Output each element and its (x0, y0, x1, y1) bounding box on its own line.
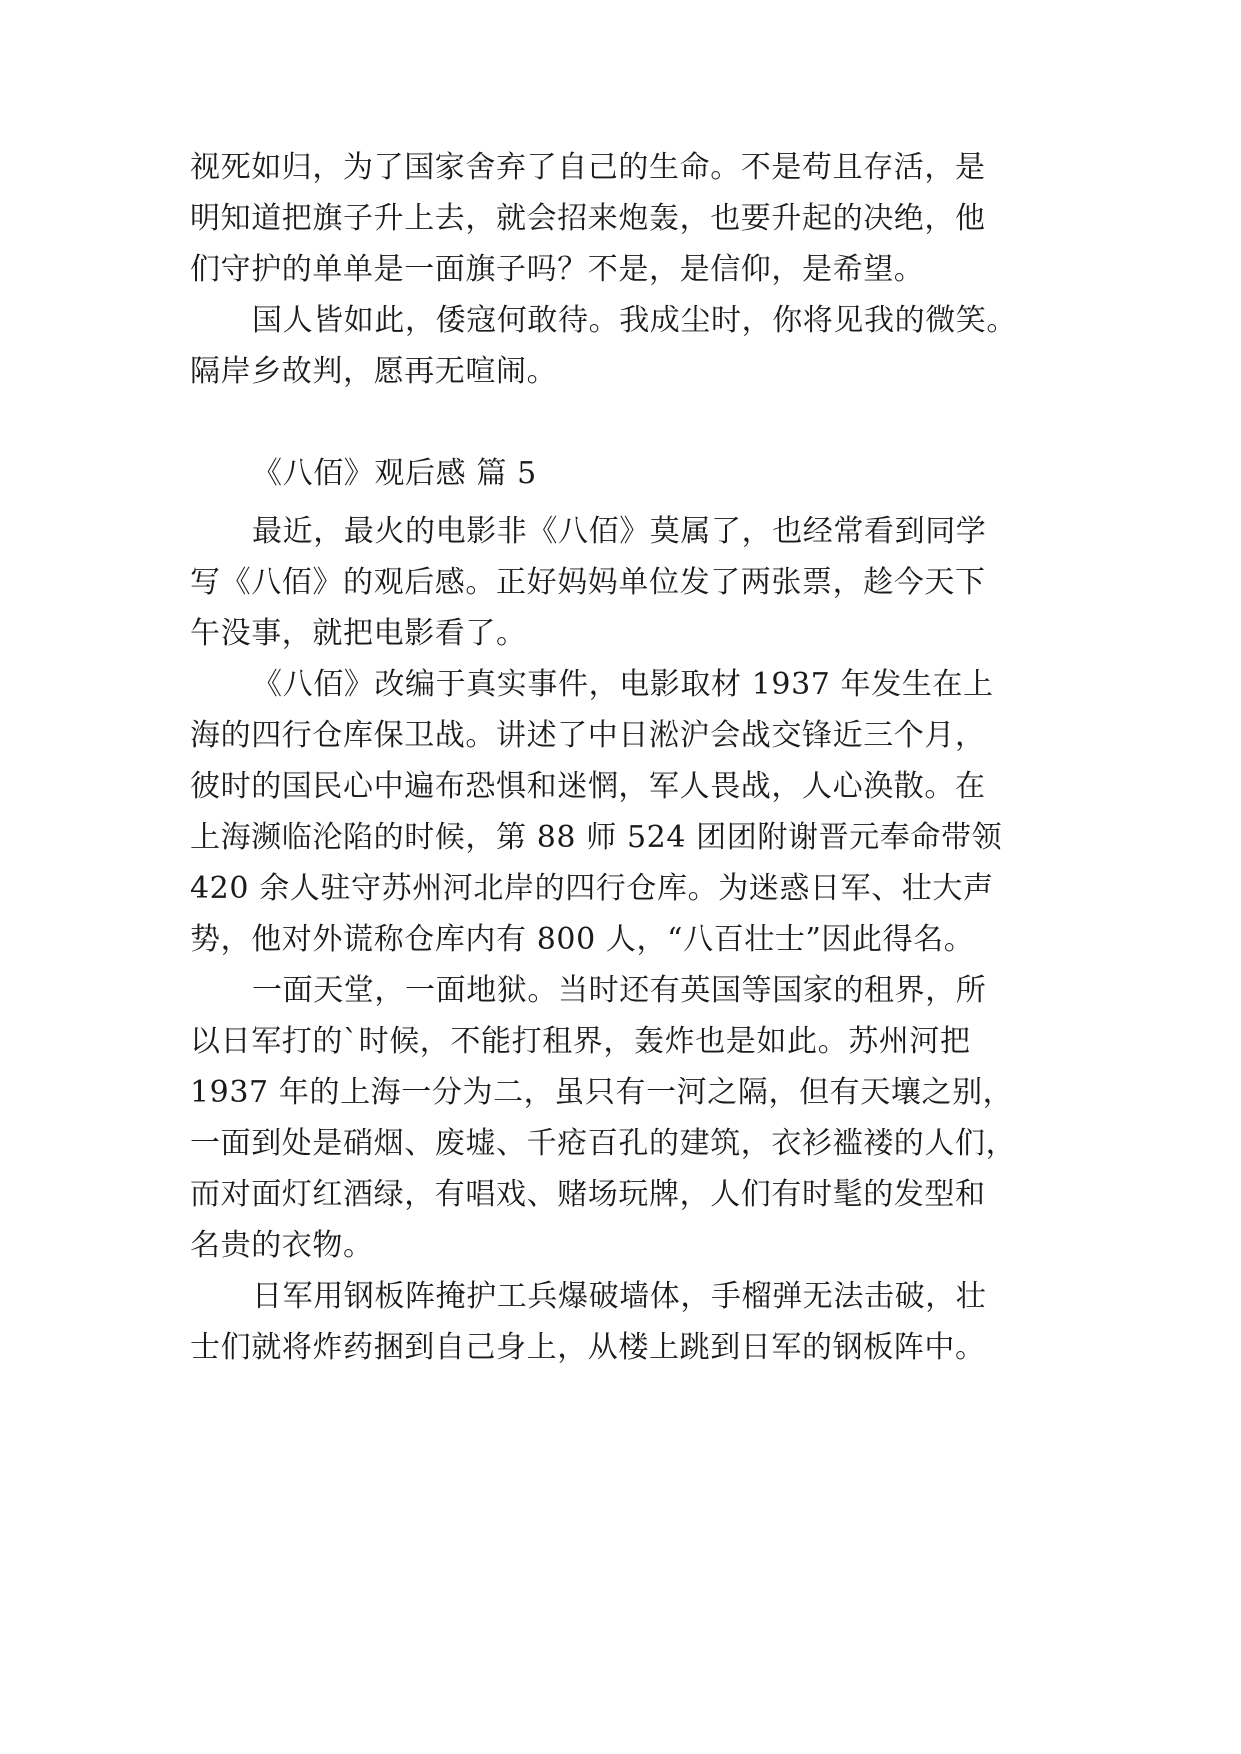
paragraph-line: 最近，最火的电影非《八佰》莫属了，也经常看到同学 (252, 514, 987, 549)
paragraph-line: 们守护的单单是一面旗子吗？不是，是信仰，是希望。 (190, 252, 925, 287)
paragraph-line: 士们就将炸药捆到自己身上，从楼上跳到日军的钢板阵中。 (190, 1330, 986, 1365)
paragraph-line: 名贵的衣物。 (190, 1228, 374, 1263)
paragraph-line: 一面到处是硝烟、废墟、千疮百孔的建筑，衣衫褴褛的人们， (190, 1126, 1017, 1161)
paragraph-line: 隔岸乡故判，愿再无喧闹。 (190, 354, 558, 389)
paragraph-line: 彼时的国民心中遍布恐惧和迷惘，军人畏战，人心涣散。在 (190, 769, 986, 804)
paragraph-line: 以日军打的`时候，不能打租界，轰炸也是如此。苏州河把 (190, 1024, 971, 1059)
paragraph-line: 写《八佰》的观后感。正好妈妈单位发了两张票，趁今天下 (190, 565, 986, 600)
paragraph-line: 而对面灯红酒绿，有唱戏、赌场玩牌，人们有时髦的发型和 (190, 1177, 986, 1212)
paragraph-line: 明知道把旗子升上去，就会招来炮轰，也要升起的决绝，他 (190, 201, 986, 236)
paragraph-line: 势，他对外谎称仓库内有 800 人，“八百壮士”因此得名。 (190, 922, 975, 957)
paragraph-line: 上海濒临沦陷的时候，第 88 师 524 团团附谢晋元奉命带领 (190, 820, 1003, 855)
paragraph-line: 1937 年的上海一分为二，虽只有一河之隔，但有天壤之别， (190, 1075, 1014, 1110)
section-heading: 《八佰》观后感 篇 5 (252, 456, 537, 491)
paragraph-line: 《八佰》改编于真实事件，电影取材 1937 年发生在上 (252, 667, 994, 702)
paragraph-line: 视死如归，为了国家舍弃了自己的生命。不是苟且存活，是 (190, 150, 986, 185)
paragraph-line: 国人皆如此，倭寇何敢待。我成尘时，你将见我的微笑。 (252, 303, 1017, 338)
paragraph-line: 午没事，就把电影看了。 (190, 616, 527, 651)
paragraph-line: 日军用钢板阵掩护工兵爆破墙体，手榴弹无法击破，壮 (252, 1279, 987, 1314)
paragraph-line: 420 余人驻守苏州河北岸的四行仓库。为迷惑日军、壮大声 (190, 871, 994, 906)
paragraph-line: 海的四行仓库保卫战。讲述了中日淞沪会战交锋近三个月， (190, 718, 986, 753)
paragraph-line: 一面天堂，一面地狱。当时还有英国等国家的租界，所 (252, 973, 987, 1008)
